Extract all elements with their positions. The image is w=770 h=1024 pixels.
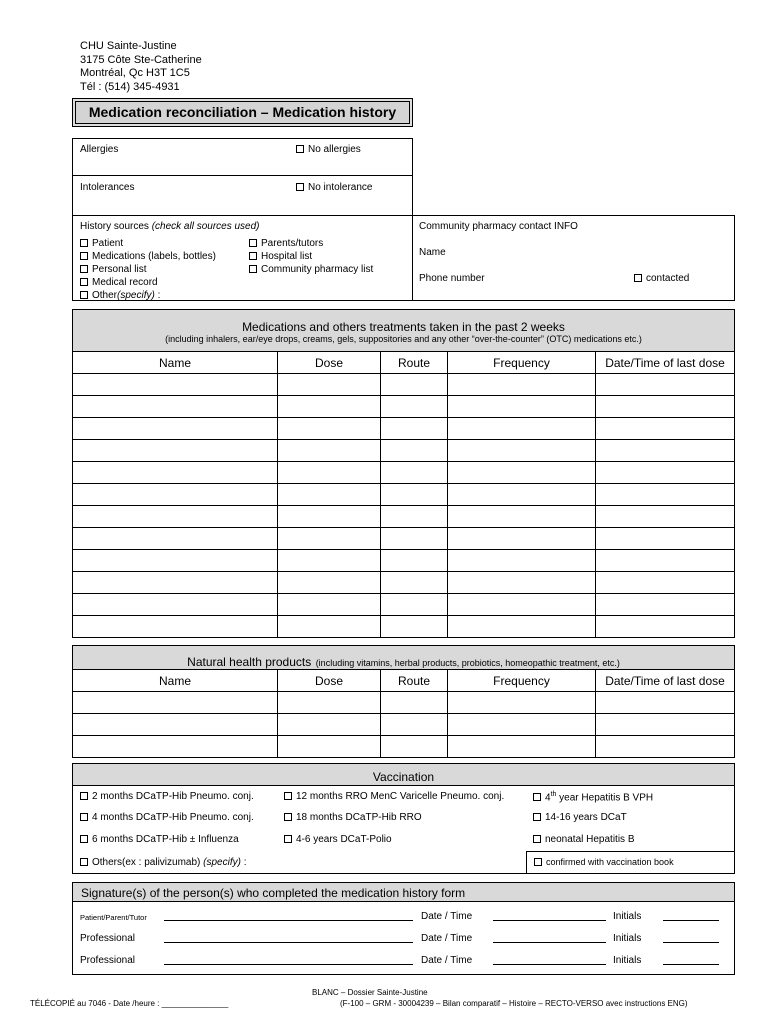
medication-cell[interactable] [596,594,735,616]
medication-cell[interactable] [596,462,735,484]
medication-cell[interactable] [278,484,381,506]
no-allergies-option[interactable]: No allergies [296,144,361,155]
medication-cell[interactable] [448,506,596,528]
signature-initials-line-1[interactable] [663,920,719,921]
source-medical-record[interactable]: Medical record [80,276,216,289]
signature-title: Signature(s) of the person(s) who completed the medication history form [73,883,734,901]
medication-cell[interactable] [73,396,278,418]
natural-product-row [73,692,735,714]
medication-cell[interactable] [448,462,596,484]
medication-row [73,374,735,396]
natural-product-cell[interactable] [278,692,381,714]
medication-cell[interactable] [381,616,448,638]
source-medications-checkbox[interactable] [80,252,88,260]
signature-role-professional-1: Professional [80,933,136,944]
medication-cell[interactable] [278,506,381,528]
vacc-6-months[interactable]: 6 months DCaTP-Hib ± Influenza [80,834,239,845]
medication-row [73,484,735,506]
medication-cell[interactable] [596,506,735,528]
medication-cell[interactable] [448,418,596,440]
signature-initials-label-3: Initials [613,955,642,966]
medication-row [73,418,735,440]
pharmacy-contacted-checkbox[interactable] [634,274,642,282]
form-title: Medication reconciliation – Medication history [75,101,410,124]
vacc-4-months-checkbox[interactable] [80,813,88,821]
vacc-4th-year-checkbox[interactable] [533,793,541,801]
nat-col-name: Name [73,670,278,692]
source-personal-list-checkbox[interactable] [80,265,88,273]
source-patient-checkbox[interactable] [80,239,88,247]
signature-line-professional-1[interactable] [164,942,413,943]
no-intolerance-checkbox[interactable] [296,183,304,191]
signature-line-patient[interactable] [164,920,413,921]
medication-cell[interactable] [381,418,448,440]
medication-cell[interactable] [73,528,278,550]
medication-cell[interactable] [278,572,381,594]
source-parents[interactable]: Parents/tutors [249,237,373,250]
med-col-frequency: Frequency [448,352,596,374]
medication-cell[interactable] [596,484,735,506]
natural-product-row [73,714,735,736]
natural-products-title: Natural health products [187,655,312,669]
medication-cell[interactable] [73,572,278,594]
medication-cell[interactable] [381,572,448,594]
medication-row [73,616,735,638]
medication-cell[interactable] [381,550,448,572]
source-patient[interactable]: Patient [80,237,216,250]
medication-cell[interactable] [278,616,381,638]
med-col-name: Name [73,352,278,374]
vacc-12-months-checkbox[interactable] [284,792,292,800]
natural-column-headers [73,670,735,692]
source-personal-list[interactable]: Personal list [80,263,216,276]
medication-cell[interactable] [73,462,278,484]
medication-cell[interactable] [381,396,448,418]
vacc-6-months-checkbox[interactable] [80,835,88,843]
vacc-neonatal-checkbox[interactable] [533,835,541,843]
medication-cell[interactable] [596,616,735,638]
signature-initials-line-2[interactable] [663,942,719,943]
medication-cell[interactable] [596,396,735,418]
vacc-2-months[interactable]: 2 months DCaTP-Hib Pneumo. conj. [80,791,254,802]
signature-date-line-3[interactable] [493,964,606,965]
natural-product-cell[interactable] [448,714,596,736]
allergies-label: Allergies [80,144,119,155]
natural-product-cell[interactable] [596,692,735,714]
institution-phone: Tél : (514) 345-4931 [80,80,180,93]
medication-row [73,528,735,550]
medication-cell[interactable] [73,506,278,528]
medications-title: Medications and others treatments taken in the past 2 weeks [242,320,565,334]
medication-cell[interactable] [73,440,278,462]
medication-cell[interactable] [596,440,735,462]
medication-cell[interactable] [73,374,278,396]
medication-cell[interactable] [448,616,596,638]
medication-cell[interactable] [73,418,278,440]
signature-date-line-2[interactable] [493,942,606,943]
pharmacy-title: Community pharmacy contact INFO [419,221,578,232]
intolerances-label: Intolerances [80,182,135,193]
medications-section [72,309,735,638]
vacc-18-months[interactable]: 18 months DCaTP-Hib RRO [284,812,422,823]
signature-date-line-1[interactable] [493,920,606,921]
natural-product-cell[interactable] [278,736,381,758]
natural-product-cell[interactable] [448,692,596,714]
natural-product-cell[interactable] [278,714,381,736]
medication-cell[interactable] [278,550,381,572]
vacc-12-months[interactable]: 12 months RRO MenC Varicelle Pneumo. conj. [284,791,504,802]
natural-products-section [72,645,735,758]
vacc-4th-year[interactable]: 4th year Hepatitis B VPH [533,791,653,803]
medication-cell[interactable] [278,418,381,440]
medication-cell[interactable] [448,594,596,616]
vacc-14-16-years[interactable]: 14-16 years DCaT [533,812,627,823]
institution-street: 3175 Côte Ste-Catherine [80,53,202,66]
source-parents-checkbox[interactable] [249,239,257,247]
natural-product-cell[interactable] [381,692,448,714]
no-intolerance-option[interactable]: No intolerance [296,182,372,193]
vacc-others[interactable]: Others(ex : palivizumab) (specify) : [80,857,247,868]
medication-cell[interactable] [448,484,596,506]
medication-cell[interactable] [596,528,735,550]
natural-product-cell[interactable] [73,692,278,714]
source-other-checkbox[interactable] [80,291,88,299]
pharmacy-phone-label: Phone number [419,273,485,284]
medication-row [73,572,735,594]
institution-name: CHU Sainte-Justine [80,40,177,52]
history-sources-col1 [80,237,216,302]
medication-cell[interactable] [73,484,278,506]
institution-city: Montréal, Qc H3T 1C5 [80,67,190,79]
footer-form-code: (F-100 – GRM - 30004239 – Bilan comparatif – Histoire – RECTO-VERSO avec instructions ENG) [340,999,688,1008]
nat-col-last-dose: Date/Time of last dose [596,670,735,692]
medication-cell[interactable] [381,374,448,396]
medications-table [72,351,735,638]
nat-col-frequency: Frequency [448,670,596,692]
nat-col-dose: Dose [278,670,381,692]
medication-row [73,396,735,418]
signature-initials-line-3[interactable] [663,964,719,965]
medication-row [73,462,735,484]
natural-product-cell[interactable] [73,714,278,736]
medication-row [73,594,735,616]
source-hospital-list-checkbox[interactable] [249,252,257,260]
natural-product-cell[interactable] [381,736,448,758]
footer-fax: TÉLÉCOPIÉ au 7046 - Date /heure : _______________ [30,999,229,1008]
natural-products-table [72,669,735,758]
vacc-4-6-years-checkbox[interactable] [284,835,292,843]
signature-initials-label-1: Initials [613,911,642,922]
medication-cell[interactable] [278,440,381,462]
source-other[interactable]: Other(specify) : [80,289,216,302]
medication-cell[interactable] [73,594,278,616]
natural-products-header [73,646,734,670]
medications-header [73,310,734,352]
natural-product-cell[interactable] [596,714,735,736]
source-hospital-list[interactable]: Hospital list [249,250,373,263]
natural-product-row [73,736,735,758]
medication-cell[interactable] [596,550,735,572]
medication-cell[interactable] [448,396,596,418]
medications-column-headers [73,352,735,374]
vacc-confirmed[interactable]: confirmed with vaccination book [534,857,674,867]
pharmacy-contacted-option[interactable]: contacted [634,273,689,284]
medication-cell[interactable] [448,528,596,550]
medication-cell[interactable] [596,374,735,396]
vacc-14-16-years-checkbox[interactable] [533,813,541,821]
source-community-pharmacy[interactable]: Community pharmacy list [249,263,373,276]
medication-cell[interactable] [448,440,596,462]
medication-cell[interactable] [448,374,596,396]
pharmacy-name-label: Name [419,247,446,258]
signature-initials-label-2: Initials [613,933,642,944]
vacc-neonatal[interactable]: neonatal Hepatitis B [533,834,635,845]
vacc-4-6-years[interactable]: 4-6 years DCaT-Polio [284,834,392,845]
institution-address [80,40,202,94]
medication-cell[interactable] [381,484,448,506]
signature-role-professional-2: Professional [80,955,136,966]
medication-cell[interactable] [278,528,381,550]
source-community-pharmacy-checkbox[interactable] [249,265,257,273]
source-medications[interactable]: Medications (labels, bottles) [80,250,216,263]
history-sources-col2 [249,237,373,276]
signature-date-label-2: Date / Time [421,933,473,944]
no-allergies-checkbox[interactable] [296,145,304,153]
natural-product-cell[interactable] [381,714,448,736]
medication-cell[interactable] [278,374,381,396]
signature-line-professional-2[interactable] [164,964,413,965]
signature-date-label-3: Date / Time [421,955,473,966]
medication-row [73,550,735,572]
natural-product-cell[interactable] [596,736,735,758]
form-title-box [72,98,413,127]
vacc-others-checkbox[interactable] [80,858,88,866]
med-col-dose: Dose [278,352,381,374]
natural-products-subtitle: (including vitamins, herbal products, probiotics, homeopathic treatment, etc.) [315,658,620,668]
allergies-section [72,138,413,216]
medication-cell[interactable] [73,550,278,572]
medication-cell[interactable] [596,418,735,440]
signature-role-patient: Patient/Parent/Tutor [80,913,147,922]
medication-cell[interactable] [448,550,596,572]
source-medical-record-checkbox[interactable] [80,278,88,286]
signature-date-label-1: Date / Time [421,911,473,922]
natural-product-cell[interactable] [73,736,278,758]
medication-cell[interactable] [381,594,448,616]
medication-cell[interactable] [596,572,735,594]
vacc-4-months[interactable]: 4 months DCaTP-Hib Pneumo. conj. [80,812,254,823]
med-col-last-dose: Date/Time of last dose [596,352,735,374]
med-col-route: Route [381,352,448,374]
medication-row [73,440,735,462]
medication-cell[interactable] [381,506,448,528]
vacc-confirmed-checkbox[interactable] [534,858,542,866]
medication-cell[interactable] [278,396,381,418]
history-sources-label: History sources (check all sources used) [80,221,260,232]
medication-cell[interactable] [448,572,596,594]
vacc-18-months-checkbox[interactable] [284,813,292,821]
medication-cell[interactable] [278,462,381,484]
vacc-2-months-checkbox[interactable] [80,792,88,800]
medication-cell[interactable] [381,440,448,462]
footer-copy: BLANC – Dossier Sainte-Justine [312,988,428,997]
medication-cell[interactable] [278,594,381,616]
natural-product-cell[interactable] [448,736,596,758]
medication-cell[interactable] [381,528,448,550]
nat-col-route: Route [381,670,448,692]
medication-row [73,506,735,528]
medications-subtitle: (including inhalers, ear/eye drops, creams, gels, suppositories and any other “over-the-counter” (OTC) medications etc.) [165,334,642,344]
medication-cell[interactable] [381,462,448,484]
vaccination-title: Vaccination [73,764,734,785]
medication-cell[interactable] [73,616,278,638]
